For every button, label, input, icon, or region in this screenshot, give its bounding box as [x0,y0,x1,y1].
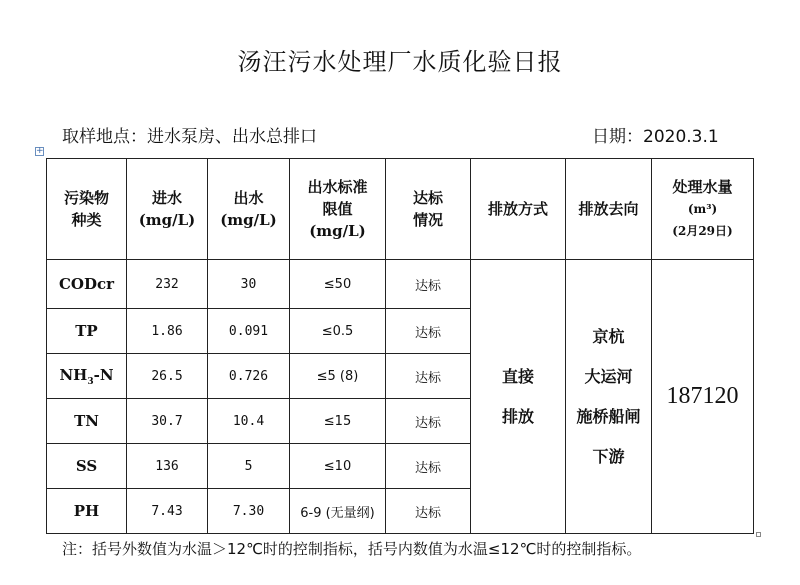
sampling-location: 取样地点：进水泵房、出水总排口 [62,127,317,147]
header-inflow-line2: (mg/L) [138,211,196,229]
status-value: 达标 [386,444,471,489]
header-limit-line3: (mg/L) [309,222,366,240]
inflow-value: 26.5 [127,354,208,399]
outflow-value: 0.091 [208,309,290,354]
inflow-value: 30.7 [127,399,208,444]
pollutant-name: SS [47,444,127,489]
header-outflow-line1: 出水 [233,189,264,207]
header-pollutant [47,159,127,260]
status-value: 达标 [386,399,471,444]
table-row [47,260,754,309]
inflow-value: 1.86 [127,309,208,354]
discharge-method [471,260,566,534]
destination-line1: 京杭 [592,326,625,346]
header-limit-line1: 出水标准 [307,178,368,196]
discharge-method-line2: 排放 [501,406,534,426]
header-outflow-line2: (mg/L) [220,211,277,229]
water-quality-table [46,158,754,534]
header-volume [652,159,754,260]
table-resize-handle-icon[interactable] [756,532,761,537]
header-pollutant-line2: 种类 [71,211,102,229]
outflow-value: 5 [208,444,290,489]
footnote: 注：括号外数值为水温＞12℃时的控制指标，括号内数值为水温≤12℃时的控制指标。 [62,540,642,558]
table-move-handle-icon[interactable]: + [36,146,44,156]
discharge-destination [566,260,652,534]
pollutant-name: CODcr [47,260,127,309]
inflow-value: 232 [127,260,208,309]
treated-volume: 187120 [652,260,754,534]
status-value: 达标 [386,309,471,354]
outflow-value: 7.30 [208,489,290,534]
discharge-method-line1: 直接 [501,366,534,386]
limit-value: ≤15 [290,399,386,444]
inflow-value: 136 [127,444,208,489]
header-volume-line3: (2月29日) [672,224,733,238]
report-title: 汤汪污水处理厂水质化验日报 [237,48,563,76]
header-outflow [208,159,290,260]
limit-value: ≤5 (8) [290,354,386,399]
header-destination: 排放去向 [566,159,652,260]
limit-value: ≤50 [290,260,386,309]
pollutant-name [47,354,127,399]
pollutant-name-main: NH [59,365,88,384]
header-limit [290,159,386,260]
status-value: 达标 [386,260,471,309]
limit-value: ≤0.5 [290,309,386,354]
status-value: 达标 [386,354,471,399]
header-inflow-line1: 进水 [151,189,182,207]
pollutant-name: TN [47,399,127,444]
pollutant-name-tail: -N [93,365,114,384]
header-status [386,159,471,260]
inflow-value: 7.43 [127,489,208,534]
outflow-value: 10.4 [208,399,290,444]
header-limit-line2: 限值 [322,200,353,218]
limit-value: 6-9 (无量纲) [290,489,386,534]
header-status-line1: 达标 [412,189,443,207]
destination-line2: 大运河 [584,366,633,386]
pollutant-name-subscript: 3 [87,376,94,387]
destination-line3: 施桥船闸 [576,406,641,426]
header-volume-line2: (m³) [687,202,718,216]
header-status-line2: 情况 [412,211,443,229]
status-value: 达标 [386,489,471,534]
header-row [47,159,754,260]
pollutant-name: TP [47,309,127,354]
destination-line4: 下游 [592,446,625,466]
outflow-value: 0.726 [208,354,290,399]
header-pollutant-line1: 污染物 [63,189,109,207]
outflow-value: 30 [208,260,290,309]
header-volume-line1: 处理水量 [672,178,733,196]
header-inflow [127,159,208,260]
pollutant-name: PH [47,489,127,534]
header-method: 排放方式 [471,159,566,260]
limit-value: ≤10 [290,444,386,489]
report-date: 日期：2020.3.1 [592,127,719,147]
